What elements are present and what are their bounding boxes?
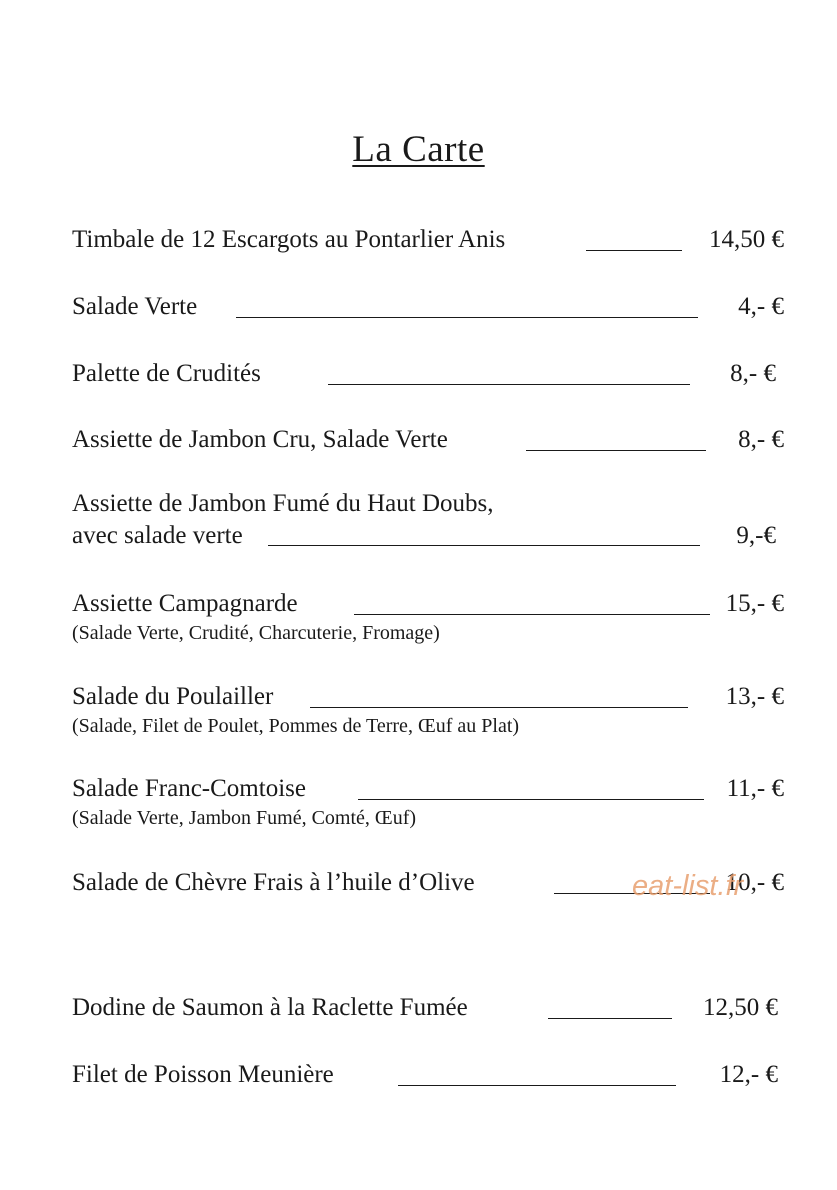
menu-item-salade-verte: [72, 290, 784, 324]
item-name: Salade Verte: [72, 293, 198, 320]
item-price: 13,- €: [725, 683, 784, 710]
item-name: Timbale de 12 Escargots au Pontarlier Anis: [72, 226, 506, 253]
item-name: Filet de Poisson Meunière: [72, 1061, 334, 1088]
item-price: 11,- €: [726, 775, 784, 802]
menu-title: [0, 128, 837, 172]
menu-item-dodine-saumon: [72, 991, 784, 1025]
item-name: Dodine de Saumon à la Raclette Fumée: [72, 994, 468, 1021]
item-name: Assiette Campagnarde: [72, 590, 298, 617]
leader-line: [548, 1018, 672, 1019]
menu-title-text: La Carte: [352, 129, 485, 170]
menu-item-salade-chevre: [72, 866, 784, 900]
item-name-line1: Assiette de Jambon Fumé du Haut Doubs,: [72, 490, 494, 517]
leader-line: [236, 317, 698, 318]
menu-item-salade-poulailler: [72, 680, 784, 739]
menu-item-escargots: [72, 223, 784, 257]
item-name: avec salade verte: [72, 522, 243, 549]
item-price: 8,- €: [730, 360, 776, 387]
item-price: 14,50 €: [709, 226, 784, 253]
leader-line: [398, 1085, 676, 1086]
menu-item-assiette-campagnarde: [72, 587, 784, 646]
menu-item-filet-poisson: [72, 1058, 784, 1092]
leader-line: [354, 614, 710, 615]
item-price: 12,50 €: [703, 994, 778, 1021]
menu-item-jambon-fume: [72, 488, 784, 552]
item-price: 12,- €: [719, 1061, 778, 1088]
leader-line: [310, 707, 688, 708]
menu-item-jambon-cru: [72, 423, 784, 457]
item-price: 10,- €: [725, 869, 784, 896]
leader-line: [268, 545, 700, 546]
item-price: 4,- €: [738, 293, 784, 320]
item-name: Assiette de Jambon Cru, Salade Verte: [72, 426, 448, 453]
leader-line: [526, 450, 706, 451]
item-name: Salade de Chèvre Frais à l’huile d’Olive: [72, 869, 475, 896]
watermark-text: eat-list.fr: [632, 870, 744, 902]
item-name: Salade Franc-Comtoise: [72, 775, 306, 802]
menu-item-salade-franc-comtoise: [72, 772, 784, 831]
menu-item-palette-crudites: [72, 357, 784, 391]
item-price: 15,- €: [725, 590, 784, 617]
item-description: (Salade Verte, Crudité, Charcuterie, Fromage): [72, 622, 440, 644]
leader-line: [586, 250, 682, 251]
item-description: (Salade Verte, Jambon Fumé, Comté, Œuf): [72, 807, 417, 829]
leader-line: [554, 893, 710, 894]
item-name: Palette de Crudités: [72, 360, 261, 387]
item-name: Salade du Poulailler: [72, 683, 274, 710]
leader-line: [358, 799, 704, 800]
item-description: (Salade, Filet de Poulet, Pommes de Terre, Œuf au Plat): [72, 715, 520, 737]
leader-line: [328, 384, 690, 385]
item-price: 8,- €: [738, 426, 784, 453]
item-price: 9,-€: [736, 522, 776, 549]
